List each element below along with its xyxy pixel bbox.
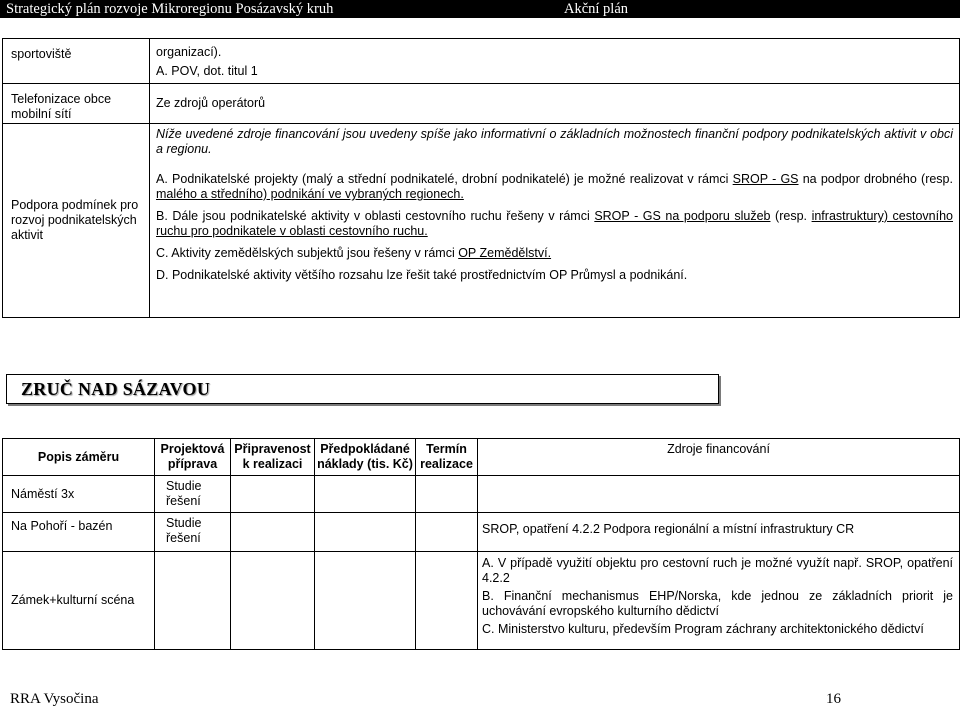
project-costs bbox=[315, 513, 416, 552]
measure-funding bbox=[150, 124, 960, 318]
funding-item-a: A. Podnikatelské projekty (malý a střední podnikatelé, drobní podnikatelé) je možné realizovat v rámci SROP - GS na podpor drobného (resp. malého a středního) podnikání ve vybraných regionech. bbox=[156, 172, 953, 201]
projects-table bbox=[2, 438, 960, 650]
col-header-naklady: Předpokládané náklady (tis. Kč) bbox=[315, 439, 416, 476]
funding-item-d: D. Podnikatelské aktivity většího rozsahu lze řešit také prostřednictvím OP Průmysl a podnikání. bbox=[156, 268, 688, 282]
program-link: SROP - GS bbox=[732, 172, 799, 186]
measures-table bbox=[2, 38, 960, 318]
program-link: malého a středního) podnikání ve vybraných regionech. bbox=[156, 187, 464, 201]
col-header-zdroje: Zdroje financování bbox=[478, 439, 960, 476]
project-funding bbox=[478, 552, 960, 650]
program-link: OP Zemědělství. bbox=[458, 246, 552, 260]
col-header-popis: Popis záměru bbox=[3, 439, 155, 476]
project-preparation: Studie řešení bbox=[155, 476, 231, 513]
project-term bbox=[416, 552, 478, 650]
project-name: Na Pohoří - bazén bbox=[3, 513, 155, 552]
document-title: Strategický plán rozvoje Mikroregionu Posázavský kruh bbox=[6, 1, 334, 17]
project-preparation bbox=[155, 552, 231, 650]
page-number: 16 bbox=[826, 691, 841, 707]
project-funding bbox=[478, 476, 960, 513]
funding-line: A. POV, dot. titul 1 bbox=[156, 64, 258, 78]
project-costs bbox=[315, 552, 416, 650]
funding-option-c: C. Ministerstvo kulturu, především Program záchrany architektonického dědictví bbox=[482, 622, 924, 636]
municipality-banner bbox=[6, 374, 719, 404]
funding-intro: Níže uvedené zdroje financování jsou uvedeny spíše jako informativní o základních možnostech finanční podpory podnikatelských aktivit v obci a regionu. bbox=[156, 127, 953, 156]
col-header-termin: Termín realizace bbox=[416, 439, 478, 476]
table-row bbox=[3, 513, 960, 552]
funding-item-b: B. Dále jsou podnikatelské aktivity v oblasti cestovního ruchu řešeny v rámci SROP - GS na podporu služeb (resp. infrastruktury) cestovního ruchu pro podnikatele v oblasti cestovního ruchu. bbox=[156, 209, 954, 238]
funding-item-c: C. Aktivity zemědělských subjektů jsou řešeny v rámci OP Zemědělství. bbox=[156, 246, 552, 260]
table-header-row bbox=[3, 439, 960, 476]
municipality-title: ZRUČ NAD SÁZAVOU bbox=[21, 379, 211, 399]
project-preparation: Studie řešení bbox=[155, 513, 231, 552]
measure-label: Telefonizace obce mobilní sítí bbox=[3, 84, 150, 124]
col-header-priprava: Projektová příprava bbox=[155, 439, 231, 476]
program-link: SROP - GS na podporu služeb bbox=[594, 209, 771, 223]
project-term bbox=[416, 513, 478, 552]
program-link: infrastruktury) cestovního ruchu pro podnikatele v oblasti cestovního ruchu. bbox=[156, 209, 954, 238]
section-label: Akční plán bbox=[564, 1, 629, 17]
measure-funding bbox=[150, 39, 960, 84]
table-row bbox=[3, 39, 960, 84]
project-name: Náměstí 3x bbox=[3, 476, 155, 513]
table-row bbox=[3, 124, 960, 318]
measure-label: Podpora podmínek pro rozvoj podnikatelských aktivit bbox=[3, 124, 150, 318]
table-row bbox=[3, 84, 960, 124]
table-row bbox=[3, 552, 960, 650]
project-term bbox=[416, 476, 478, 513]
funding-line: Ze zdrojů operátorů bbox=[156, 96, 266, 110]
page-header bbox=[0, 0, 960, 18]
col-header-pripravenost: Připravenost k realizaci bbox=[231, 439, 315, 476]
project-name: Zámek+kulturní scéna bbox=[3, 552, 155, 650]
project-readiness bbox=[231, 476, 315, 513]
funding-line: organizací). bbox=[156, 45, 222, 59]
project-readiness bbox=[231, 552, 315, 650]
measure-funding bbox=[150, 84, 960, 124]
project-funding: SROP, opatření 4.2.2 Podpora regionální a místní infrastruktury CR bbox=[478, 513, 960, 552]
table-row bbox=[3, 476, 960, 513]
funding-option-b: B. Finanční mechanismus EHP/Norska, kde jednou ze základních priorit je uchovávání evropského kulturního dědictví bbox=[482, 589, 953, 618]
footer-organization: RRA Vysočina bbox=[10, 691, 99, 707]
project-costs bbox=[315, 476, 416, 513]
measure-label: sportoviště bbox=[3, 39, 150, 84]
funding-option-a: A. V případě využití objektu pro cestovní ruch je možné využít např. SROP, opatření 4.2.2 bbox=[482, 556, 953, 585]
project-readiness bbox=[231, 513, 315, 552]
